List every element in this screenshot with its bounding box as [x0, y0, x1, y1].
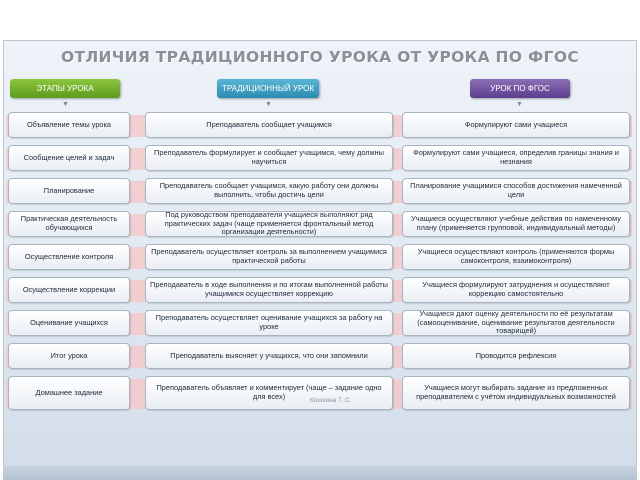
- fgos-cell: Формулируют сами учащиеся, определив границы знания и незнания: [402, 145, 630, 171]
- arrow-down-icon: ▼: [265, 101, 272, 108]
- stage-cell: Итог урока: [8, 343, 130, 369]
- stage-cell: Практическая деятельность обучающихся: [8, 211, 130, 237]
- fgos-cell: Учащиеся дают оценку деятельности по её результатам (самооценивание, оценивание результатов деятельности товарищей): [402, 310, 630, 336]
- fgos-cell: Учащиеся осуществляют учебные действия по намеченному плану (применяется групповой, индивидуальный методы): [402, 211, 630, 237]
- arrow-down-icon: ▼: [516, 101, 523, 108]
- traditional-cell: Преподаватель формулирует и сообщает учащимся, чему должны научиться: [145, 145, 393, 171]
- table-row: [6, 277, 632, 303]
- table-row: [6, 145, 632, 171]
- traditional-cell: Преподаватель выясняет у учащихся, что они запомнили: [145, 343, 393, 369]
- bottom-strip: [3, 466, 637, 480]
- stage-cell: Осуществление контроля: [8, 244, 130, 270]
- header-fgos: УРОК ПО ФГОС: [470, 79, 570, 98]
- stage-cell: Сообщение целей и задач: [8, 145, 130, 171]
- table-row: [6, 310, 632, 336]
- header-stages: ЭТАПЫ УРОКА: [10, 79, 120, 98]
- stage-cell: Домашнее задание: [8, 376, 130, 410]
- traditional-cell: Преподаватель осуществляет контроль за выполнением учащимися практической работы: [145, 244, 393, 270]
- table-row: [6, 112, 632, 138]
- traditional-cell: Преподаватель осуществляет оценивание учащихся за работу на уроке: [145, 310, 393, 336]
- table-row: [6, 178, 632, 204]
- traditional-cell: Преподаватель сообщает учащимся: [145, 112, 393, 138]
- fgos-cell: Учащиеся могут выбирать задание из предложенных преподавателем с учётом индивидуальных возможностей: [402, 376, 630, 410]
- stage-cell: Осуществление коррекции: [8, 277, 130, 303]
- traditional-cell: Преподаватель в ходе выполнения и по итогам выполненной работы учащимися осуществляет коррекцию: [145, 277, 393, 303]
- fgos-cell: Планирование учащимися способов достижения намеченной цели: [402, 178, 630, 204]
- table-row: [6, 244, 632, 270]
- fgos-cell: Учащиеся формулируют затруднения и осуществляют коррекцию самостоятельно: [402, 277, 630, 303]
- table-row: [6, 211, 632, 237]
- fgos-cell: Учащиеся осуществляют контроль (применяются формы самоконтроля, взаимоконтроля): [402, 244, 630, 270]
- slide-title: ОТЛИЧИЯ ТРАДИЦИОННОГО УРОКА ОТ УРОКА ПО ФГОС: [60, 48, 580, 66]
- traditional-cell: Преподаватель объявляет и комментирует (чаще – задание одно для всех): [145, 376, 393, 410]
- stage-cell: Оценивание учащихся: [8, 310, 130, 336]
- stage-cell: Объявление темы урока: [8, 112, 130, 138]
- stage-cell: Планирование: [8, 178, 130, 204]
- fgos-cell: Формулируют сами учащиеся: [402, 112, 630, 138]
- traditional-cell: Преподаватель сообщает учащимся, какую работу они должны выполнить, чтобы достичь цели: [145, 178, 393, 204]
- table-row: [6, 343, 632, 369]
- fgos-cell: Проводится рефлексия: [402, 343, 630, 369]
- traditional-cell: Под руководством преподавателя учащиеся выполняют ряд практических задач (чаще применяется фронтальный метод организации деятельности): [145, 211, 393, 237]
- table-row: [6, 376, 632, 410]
- author-watermark: Кошкина Т. С.: [310, 397, 352, 404]
- header-traditional: ТРАДИЦИОННЫЙ УРОК: [217, 79, 319, 98]
- arrow-down-icon: ▼: [62, 101, 69, 108]
